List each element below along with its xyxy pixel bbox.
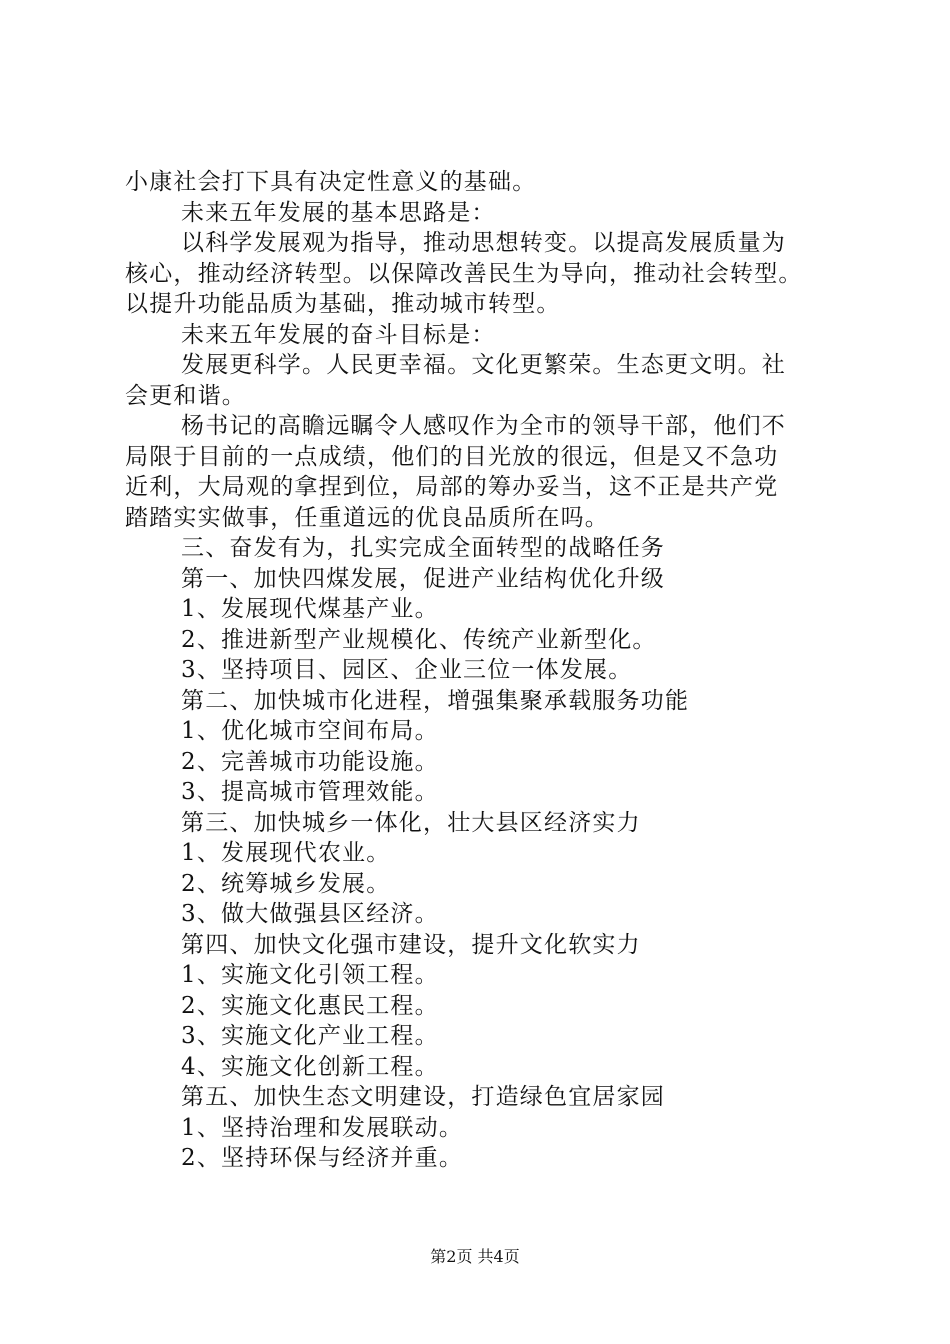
text-line: 近利，大局观的拿捏到位，局部的筹办妥当，这不正是共产党 — [125, 474, 779, 500]
text-line: 3、坚持项目、园区、企业三位一体发展。 — [181, 657, 633, 683]
text-line: 2、完善城市功能设施。 — [181, 748, 439, 775]
text-line: 第二、加快城市化进程，增强集聚承载服务功能 — [181, 687, 690, 714]
text-line: 杨书记的高瞻远瞩令人感叹作为全市的领导干部，他们不 — [181, 413, 786, 439]
text-line: 1、发展现代农业。 — [181, 840, 391, 866]
text-line: 会更和谐。 — [125, 382, 246, 409]
page-footer: 第2页 共4页 — [430, 1247, 520, 1266]
text-line: 1、发展现代煤基产业。 — [181, 596, 439, 622]
text-line: 第五、加快生态文明建设，打造绿色宜居家园 — [181, 1084, 665, 1110]
text-line: 2、统筹城乡发展。 — [181, 870, 391, 897]
text-line: 3、提高城市管理效能。 — [181, 779, 439, 805]
text-line: 局限于目前的一点成绩，他们的目光放的很远，但是又不急功 — [125, 443, 779, 470]
text-line: 3、实施文化产业工程。 — [181, 1023, 439, 1049]
text-line: 第一、加快四煤发展，促进产业结构优化升级 — [181, 565, 665, 592]
text-line: 核心，推动经济转型。以保障改善民生为导向，推动社会转型。 — [125, 260, 803, 287]
text-line: 三、奋发有为，扎实完成全面转型的战略任务 — [181, 535, 665, 561]
text-line: 第三、加快城乡一体化，壮大县区经济实力 — [181, 809, 641, 836]
text-line: 1、坚持治理和发展联动。 — [181, 1114, 464, 1141]
text-line: 未来五年发展的奋斗目标是： — [181, 321, 496, 348]
text-line: 踏踏实实做事，任重道远的优良品质所在吗。 — [125, 504, 609, 531]
text-line: 以提升功能品质为基础，推动城市转型。 — [125, 291, 561, 317]
text-line: 未来五年发展的基本思路是： — [181, 199, 496, 226]
text-line: 以科学发展观为指导，推动思想转变。以提高发展质量为 — [181, 230, 786, 256]
text-line: 2、实施文化惠民工程。 — [181, 992, 439, 1019]
document-body — [125, 167, 835, 1174]
text-line: 1、实施文化引领工程。 — [181, 962, 439, 988]
text-line: 发展更科学。人民更幸福。文化更繁荣。生态更文明。社 — [181, 352, 786, 378]
text-line: 3、做大做强县区经济。 — [181, 901, 439, 927]
text-line: 4、实施文化创新工程。 — [181, 1053, 439, 1080]
text-line: 第四、加快文化强市建设，提升文化软实力 — [181, 931, 641, 958]
text-line: 2、推进新型产业规模化、传统产业新型化。 — [181, 626, 657, 653]
text-line: 1、优化城市空间布局。 — [181, 718, 439, 744]
text-line: 2、坚持环保与经济并重。 — [181, 1145, 464, 1171]
text-line: 小康社会打下具有决定性意义的基础。 — [125, 169, 537, 195]
